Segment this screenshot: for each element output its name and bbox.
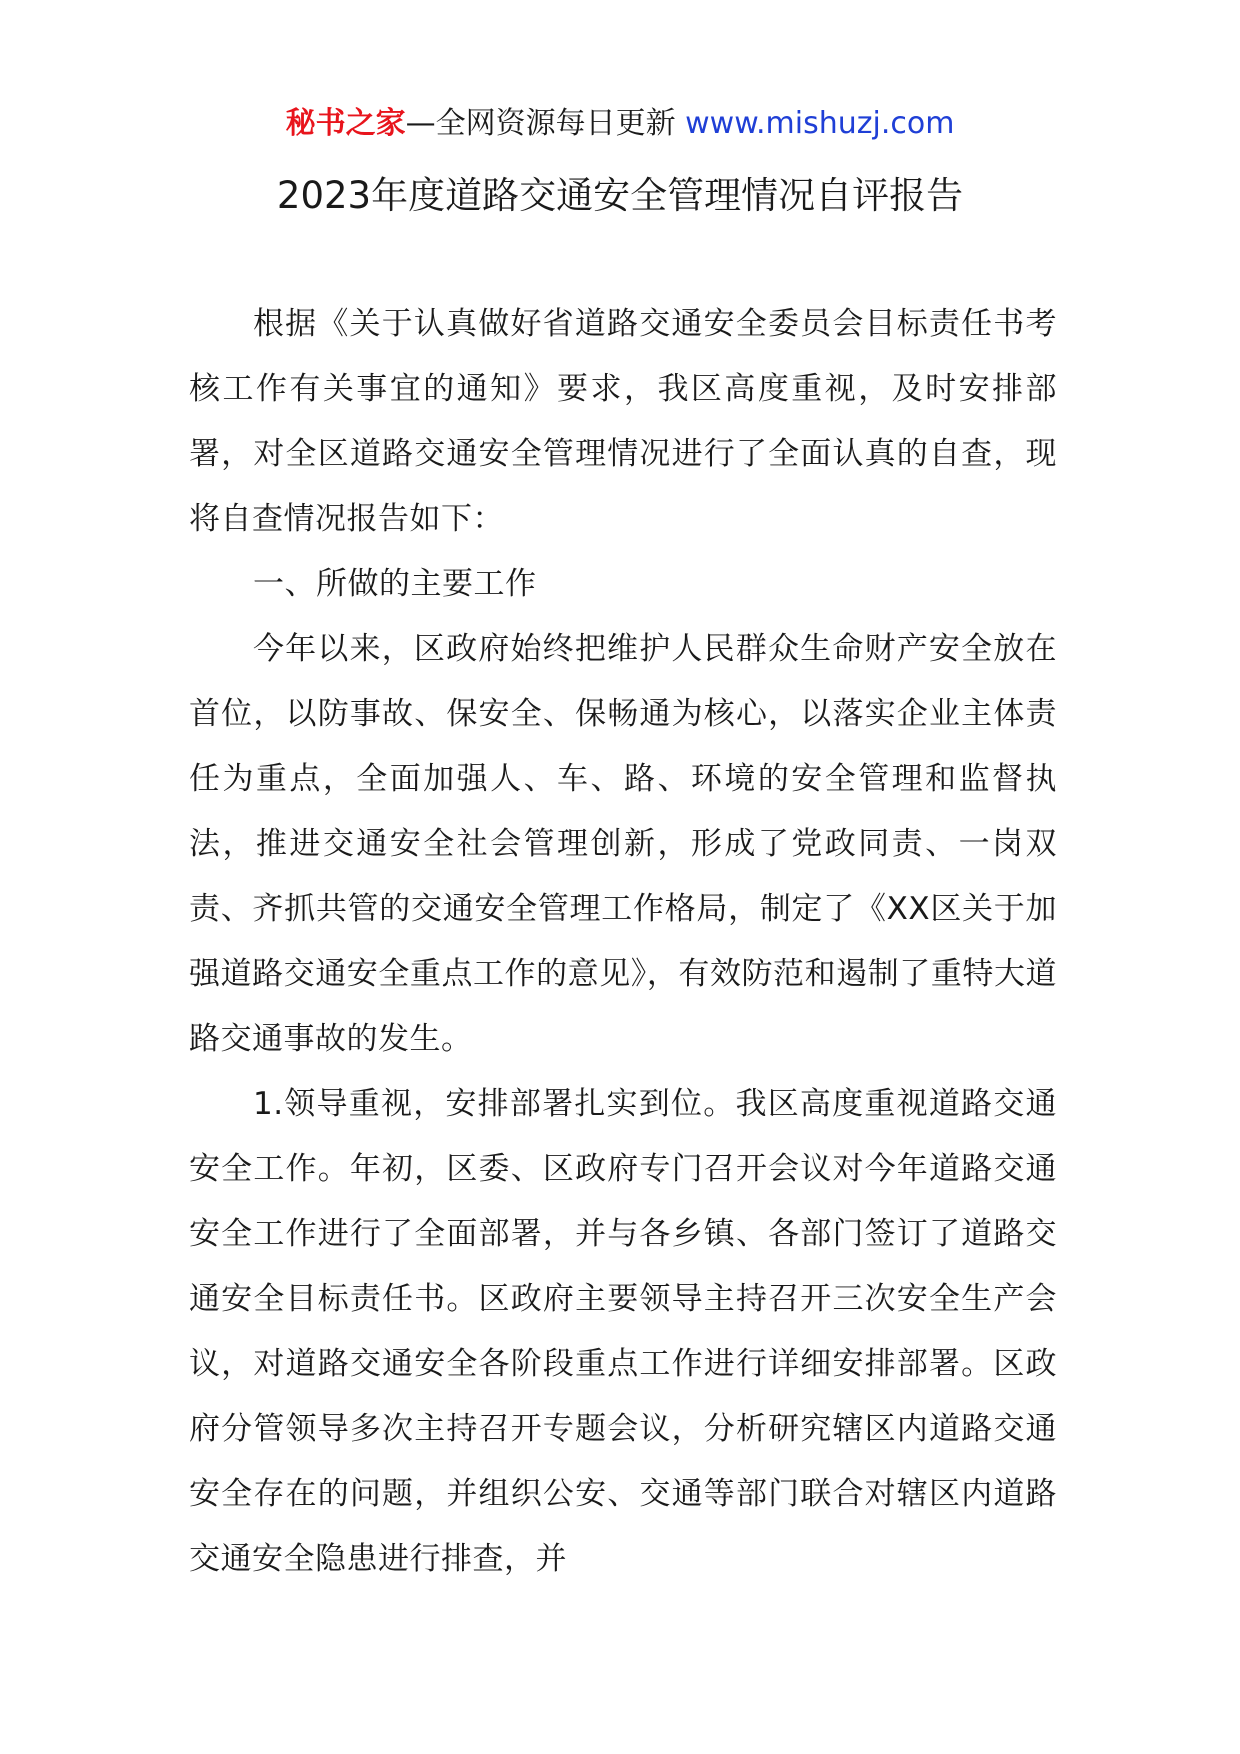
document-body (189, 292, 1057, 1592)
site-header (0, 102, 1240, 146)
site-url-link[interactable]: www.mishuzj.com (685, 106, 955, 141)
body-paragraph: 1.领导重视，安排部署扎实到位。我区高度重视道路交通安全工作。年初，区委、区政府专门召开会议对今年道路交通安全工作进行了全面部署，并与各乡镇、各部门签订了道路交通安全目标责任书。区政府主要领导主持召开三次安全生产会议，对道路交通安全各阶段重点工作进行详细安排部署。区政府分管领导多次主持召开专题会议，分析研究辖区内道路交通安全存在的问题，并组织公安、交通等部门联合对辖区内道路交通安全隐患进行排查，并 (189, 1086, 1057, 1577)
body-paragraph: 今年以来，区政府始终把维护人民群众生命财产安全放在首位，以防事故、保安全、保畅通为核心，以落实企业主体责任为重点，全面加强人、车、路、环境的安全管理和监督执法，推进交通安全社会管理创新，形成了党政同责、一岗双责、齐抓共管的交通安全管理工作格局，制定了《XX区关于加强道路交通安全重点工作的意见》，有效防范和遏制了重特大道路交通事故的发生。 (189, 631, 1057, 1057)
section-heading: 一、所做的主要工作 (253, 566, 537, 602)
intro-paragraph: 根据《关于认真做好省道路交通安全委员会目标责任书考核工作有关事宜的通知》要求，我区高度重视，及时安排部署，对全区道路交通安全管理情况进行了全面认真的自查，现将自查情况报告如下： (189, 306, 1057, 537)
header-tagline: —全网资源每日更新 (405, 106, 686, 141)
brand-name: 秘书之家 (285, 106, 406, 141)
document-title: 2023年度道路交通安全管理情况自评报告 (276, 174, 964, 217)
